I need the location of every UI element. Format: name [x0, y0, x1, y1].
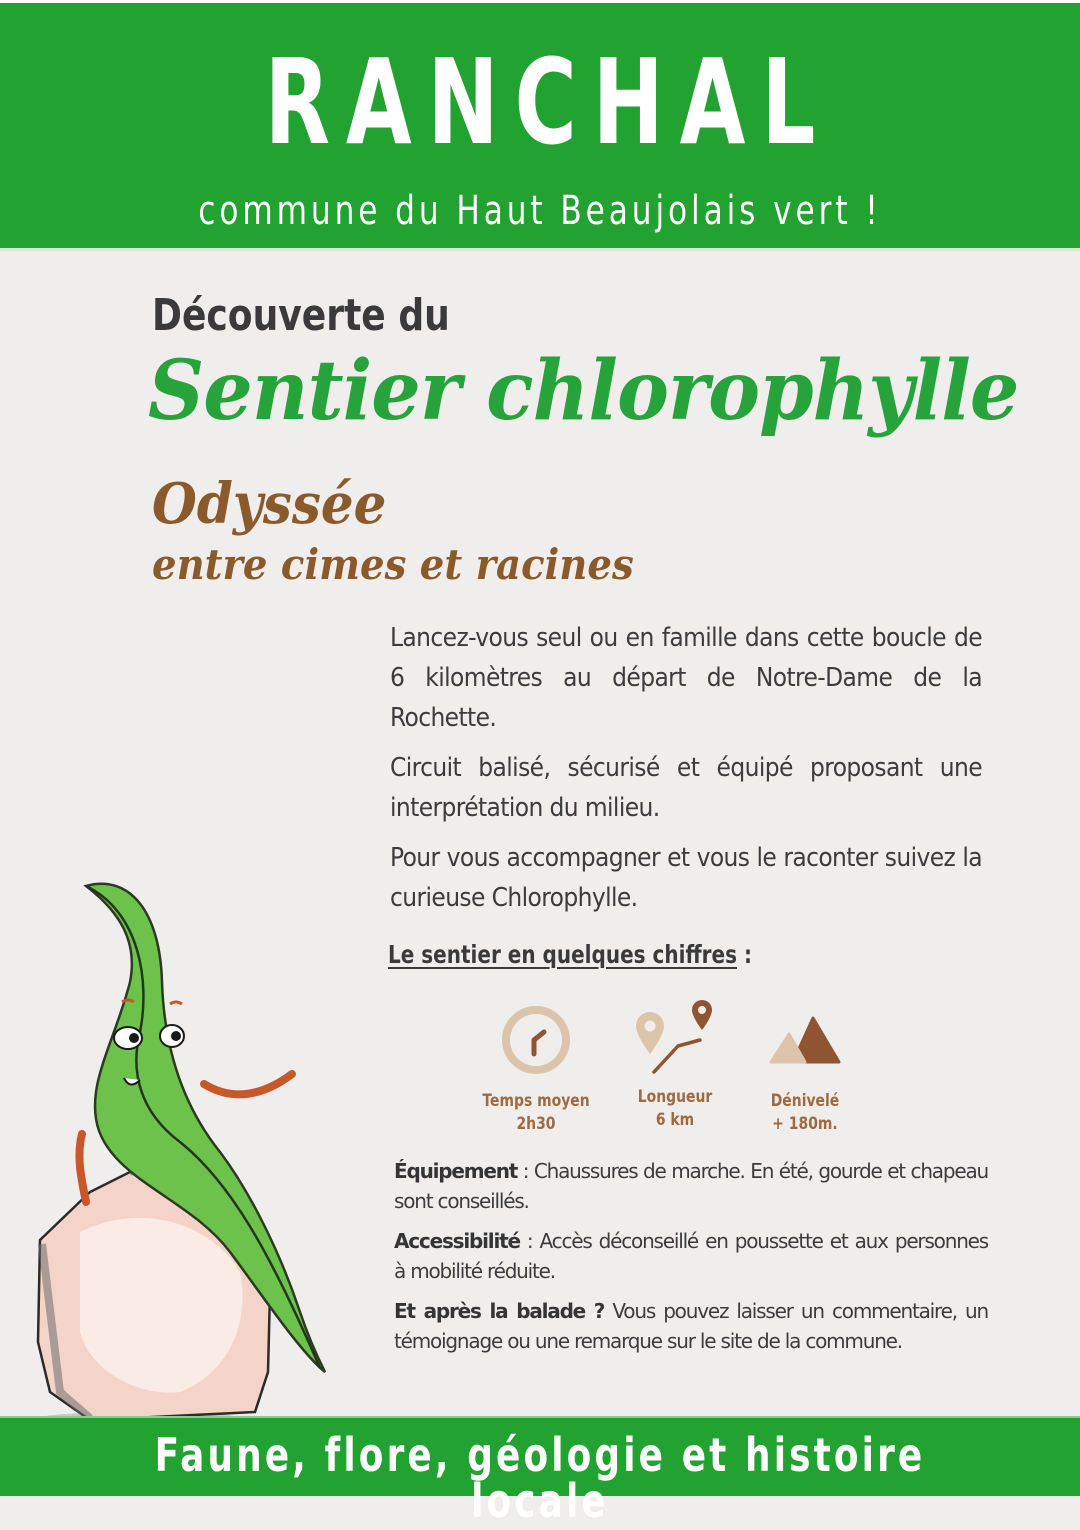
footer-banner: [0, 1418, 1080, 1528]
stat-value: + 180m.: [772, 1114, 838, 1134]
stat-length-label: [609, 1086, 740, 1132]
mountain-icon: [765, 1004, 845, 1076]
trail-subtitle: Odyssée: [152, 471, 387, 537]
practical-details: [394, 1156, 988, 1366]
stat-label: Longueur: [637, 1087, 713, 1107]
clock-icon: [500, 1004, 572, 1076]
route-pins-icon: [630, 1000, 720, 1076]
leaf-mascot-illustration: [30, 872, 350, 1432]
stat-duration: [456, 1004, 616, 1136]
town-tagline: commune du Haut Beaujolais vert !: [198, 188, 882, 234]
detail-accessibility: [394, 1226, 988, 1286]
detail-label: Équipement: [394, 1159, 518, 1183]
detail-text: Accès déconseillé en poussette et aux personnes à mobilité réduite.: [394, 1229, 988, 1283]
stat-elevation-label: [739, 1090, 870, 1136]
intro-paragraph: Circuit balisé, sécurisé et équipé proposant une interprétation du milieu.: [390, 753, 982, 823]
stat-value: 2h30: [516, 1114, 556, 1134]
detail-text: Vous pouvez laisser un commentaire, un témoignage ou une remarque sur le site de la commune.: [394, 1299, 988, 1353]
detail-label: Accessibilité: [394, 1229, 520, 1253]
header-divider: [0, 248, 1080, 251]
intro-paragraph: Lancez-vous seul ou en famille dans cette boucle de 6 kilomètres au départ de Notre-Dame de la Rochette.: [390, 623, 982, 733]
intro-text: [390, 618, 982, 928]
detail-sep: :: [519, 1229, 540, 1253]
stats-heading: [388, 942, 752, 967]
headline-kicker: Découverte du: [152, 290, 450, 341]
stat-label: Dénivelé: [770, 1091, 840, 1111]
stat-duration-label: [470, 1090, 601, 1136]
detail-sep: :: [517, 1159, 534, 1183]
trail-title: Sentier chlorophylle: [148, 343, 1019, 439]
detail-after-walk: [394, 1296, 988, 1356]
stat-value: 6 km: [655, 1110, 695, 1130]
detail-equipment: [394, 1156, 988, 1216]
stats-heading-colon: :: [737, 940, 752, 969]
detail-text: Chaussures de marche. En été, gourde et chapeau sont conseillés.: [394, 1159, 988, 1213]
detail-label: Et après la balade ?: [394, 1299, 605, 1323]
intro-paragraph: Pour vous accompagner et vous le raconter suivez la curieuse Chlorophylle.: [390, 843, 982, 913]
town-title: RANCHAL: [264, 33, 832, 171]
stat-elevation: [725, 1004, 885, 1136]
stat-label: Temps moyen: [482, 1091, 590, 1111]
footer-tagline: Faune, flore, géologie et histoire locale: [154, 1428, 926, 1528]
header-banner: [0, 3, 1080, 248]
stats-heading-label: Le sentier en quelques chiffres: [388, 940, 737, 969]
trail-subtitle-2: entre cimes et racines: [152, 540, 634, 589]
